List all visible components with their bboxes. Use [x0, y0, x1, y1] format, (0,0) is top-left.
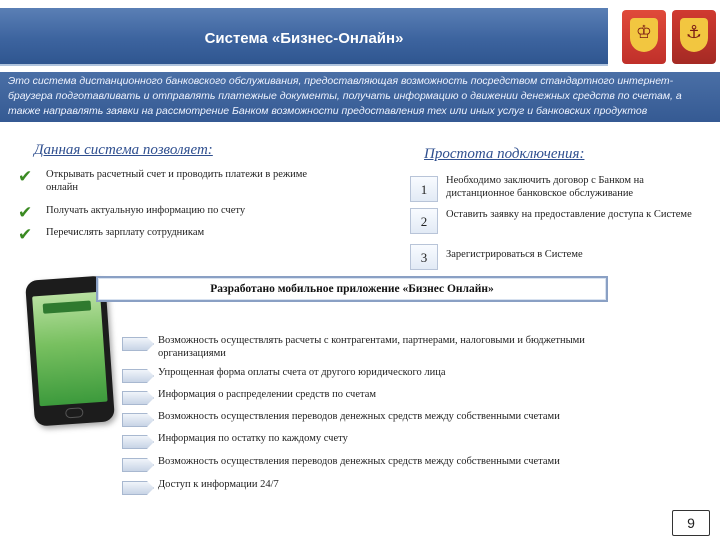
list-item: Возможность осуществления переводов денежных средств между собственными счетами — [122, 455, 712, 475]
list-item: Доступ к информации 24/7 — [122, 478, 712, 498]
page-number: 9 — [672, 510, 710, 536]
arrow-icon — [122, 391, 154, 405]
list-item: Информация о распределении средств по счетам — [122, 388, 712, 408]
list-item: Возможность осуществлять расчеты с контрагентами, партнерами, налоговыми и бюджетными организациями — [122, 334, 712, 354]
step-text: Оставить заявку на предоставление доступа к Системе — [446, 209, 692, 220]
header — [0, 0, 720, 72]
list-item: Упрощенная форма оплаты счета от другого юридического лица — [122, 366, 712, 386]
checkmark-icon: ✔ — [18, 225, 33, 245]
features-heading: Данная система позволяет: — [34, 142, 213, 158]
step-text: Зарегистрироваться в Системе — [446, 249, 583, 260]
phone-screen — [32, 292, 108, 406]
mobile-app-banner: Разработано мобильное приложение «Бизнес Онлайн» — [96, 276, 608, 302]
arrow-icon — [122, 481, 154, 495]
regional-emblem-icon: ⚓ — [672, 10, 716, 64]
list-item: Возможность осуществления переводов денежных средств между собственными счетами — [122, 410, 712, 430]
intro-text: Это система дистанционного банковского обслуживания, предоставляющая возможность посредством стандартного интернет-браузера подготавливать и отправлять платежные документы, получать информацию о движении денежных средств по счетам, а также направлять заявки на рассмотрение Банком возможности предоставления тех или иных услуг и банковских продуктов — [0, 72, 720, 122]
arrow-icon — [122, 413, 154, 427]
arrow-icon — [122, 337, 154, 351]
step-number: 1 — [410, 176, 438, 202]
arrow-icon — [122, 435, 154, 449]
list-item: Информация по остатку по каждому счету — [122, 432, 712, 452]
step-text: Необходимо заключить договор с Банком на дистанционное банковское обслуживание — [446, 175, 644, 199]
connection-heading: Простота подключения: — [424, 146, 585, 162]
step-number: 3 — [410, 244, 438, 270]
checkmark-icon: ✔ — [18, 167, 33, 187]
coat-of-arms-icon: ♔ — [622, 10, 666, 64]
page-title: Система «Бизнес-Онлайн» — [204, 30, 404, 47]
step-number: 2 — [410, 208, 438, 234]
arrow-icon — [122, 458, 154, 472]
arrow-icon — [122, 369, 154, 383]
checkmark-icon: ✔ — [18, 203, 33, 223]
